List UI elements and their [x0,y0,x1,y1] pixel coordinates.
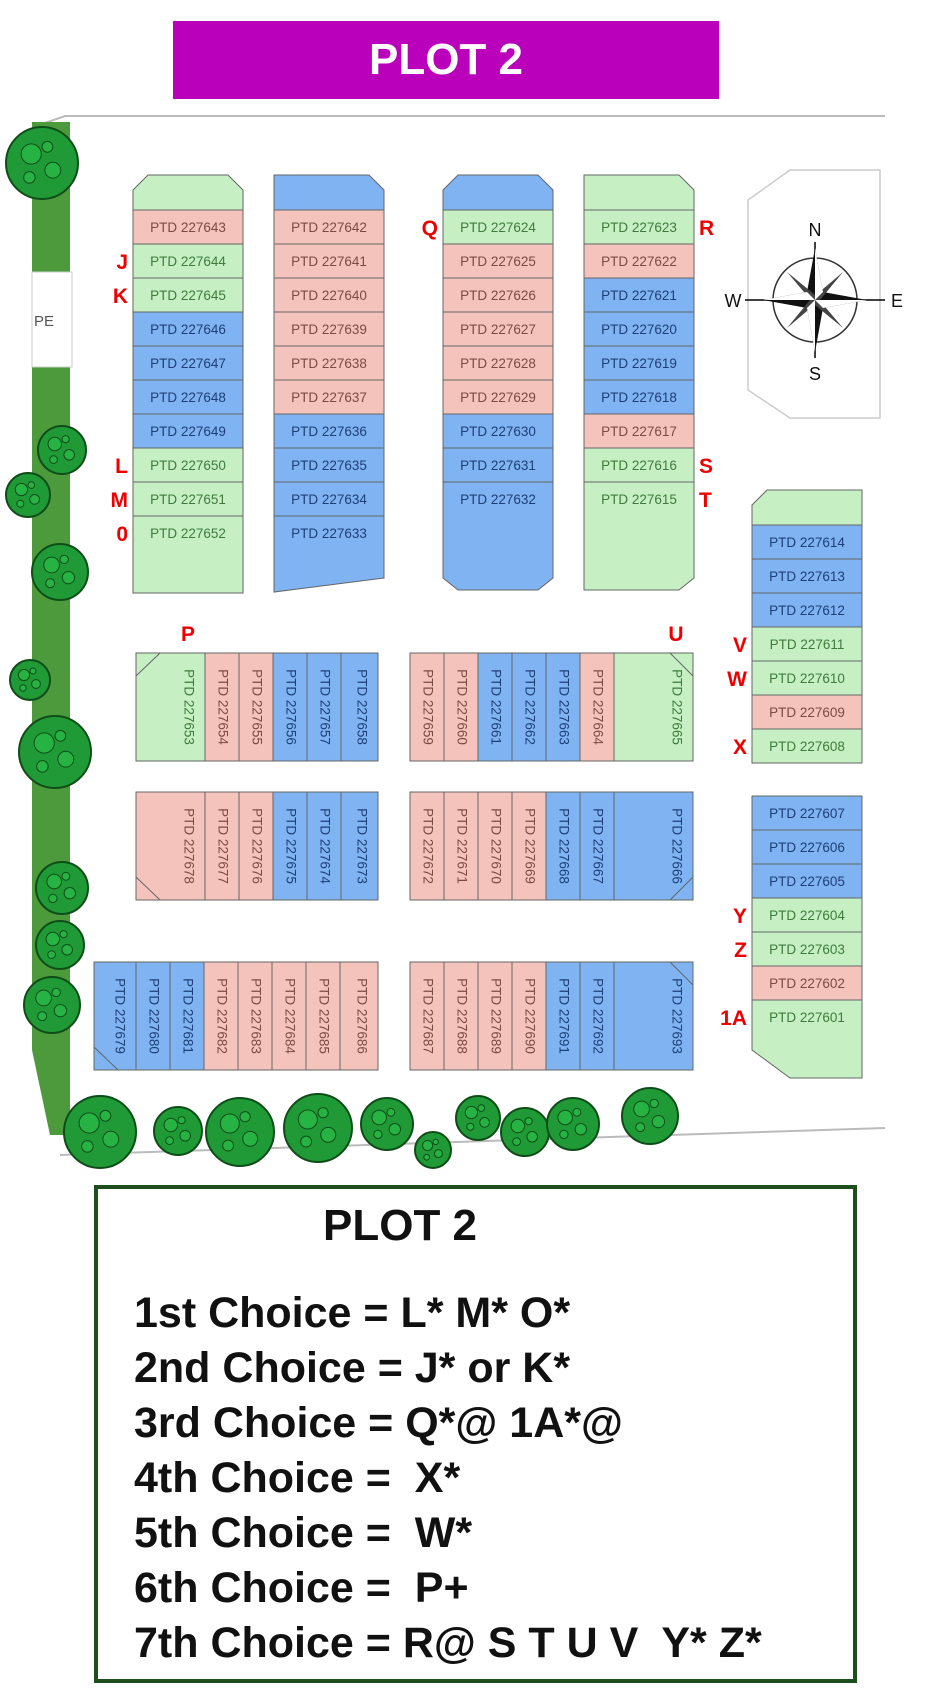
plot-row-2 [410,653,693,761]
plot-column-2 [274,175,384,592]
plot-row-4 [410,792,693,900]
plot-marker-m: M [110,489,128,512]
plot-id-label: PTD 227619 [601,356,677,371]
plot-id-label: PTD 227631 [460,458,536,473]
plot-id-label: PTD 227662 [522,669,538,745]
plot-id-label: PTD 227616 [601,458,677,473]
plot-id-label: PTD 227679 [112,978,128,1054]
tree-icon [19,716,91,788]
plot-id-label: PTD 227673 [354,808,370,884]
plot-id-label: PTD 227677 [215,808,231,884]
plot-marker-q: Q [421,217,438,240]
choice-4: 4th Choice = X* [134,1454,461,1502]
plot-id-label: PTD 227651 [150,492,226,507]
plot-marker-w: W [727,668,747,691]
plot-id-label: PTD 227665 [669,669,685,745]
plot-id-label: PTD 227659 [420,669,436,745]
plot-id-label: PTD 227623 [601,220,677,235]
plot-id-label: PTD 227674 [317,808,333,884]
plot-id-label: PTD 227624 [460,220,536,235]
plot-id-label: PTD 227693 [669,978,685,1054]
plot-title-banner [173,21,719,99]
plot-id-label: PTD 227615 [601,492,677,507]
plot-id-label: PTD 227660 [454,669,470,745]
plot-title: PLOT 2 [368,35,524,84]
tree-icon [64,1096,136,1168]
plot-id-label: PTD 227669 [522,808,538,884]
tree-icon [36,921,84,969]
tree-icon [32,544,88,600]
plot-id-label: PTD 227642 [291,220,367,235]
plot-id-label: PTD 227664 [590,669,606,745]
plot-id-label: PTD 227670 [488,808,504,884]
tree-icon [36,862,88,914]
plot-id-label: PTD 227621 [601,288,677,303]
plot-id-label: PTD 227602 [769,976,845,991]
plot-id-label: PTD 227613 [769,569,845,584]
plot-id-label: PTD 227648 [150,390,226,405]
tree-icon [284,1094,352,1162]
plot-id-label: PTD 227681 [180,978,196,1054]
plot-id-label: PTD 227609 [769,705,845,720]
plot-id-label: PTD 227611 [769,637,845,652]
plot-id-label: PTD 227676 [249,808,265,884]
plot-id-label: PTD 227636 [291,424,367,439]
plot-id-label: PTD 227689 [488,978,504,1054]
plot-marker-y: Y [732,905,747,928]
plot-id-label: PTD 227629 [460,390,536,405]
tree-icon [38,426,86,474]
plot-id-label: PTD 227667 [590,808,606,884]
plot-id-label: PTD 227620 [601,322,677,337]
choice-1: 1st Choice = L* M* O* [134,1289,571,1337]
plot-id-label: PTD 227604 [769,908,845,923]
plot-id-label: PTD 227632 [460,492,536,507]
plot-id-label: PTD 227634 [291,492,367,507]
plot-marker-p: P [180,623,196,646]
plot-id-label: PTD 227641 [291,254,367,269]
plot-id-label: PTD 227627 [460,322,536,337]
compass-s: S [808,364,822,384]
tree-icon [6,473,50,517]
plot-id-label: PTD 227647 [150,356,226,371]
plot-id-label: PTD 227655 [249,669,265,745]
plot-row-5 [94,962,378,1070]
plot-id-label: PTD 227666 [669,808,685,884]
tree-icon [24,977,80,1033]
plot-id-label: PTD 227687 [420,978,436,1054]
plot-marker-j: J [116,251,128,274]
plot-column-4 [584,175,694,590]
compass-w: W [724,291,742,311]
plot-id-label: PTD 227672 [420,808,436,884]
plot-marker-l: L [115,455,128,478]
plot-id-label: PTD 227639 [291,322,367,337]
plot-id-label: PTD 227653 [181,669,197,745]
plot-id-label: PTD 227692 [590,978,606,1054]
plot-id-label: PTD 227680 [146,978,162,1054]
plot-id-label: PTD 227640 [291,288,367,303]
plot-id-label: PTD 227645 [150,288,226,303]
plot-id-label: PTD 227658 [354,669,370,745]
site-map [0,105,935,1175]
plot-id-label: PTD 227649 [150,424,226,439]
plot-id-label: PTD 227617 [601,424,677,439]
tree-icon [415,1132,451,1168]
plot-id-label: PTD 227614 [769,535,845,550]
plot-id-label: PTD 227612 [769,603,845,618]
plot-id-label: PTD 227643 [150,220,226,235]
plot-column-1 [133,175,243,593]
choice-3: 3rd Choice = Q*@ 1A*@ [134,1399,623,1447]
tree-icon [206,1098,274,1166]
plot-marker-s: S [699,455,714,478]
compass-e: E [890,291,904,311]
plot-id-label: PTD 227630 [460,424,536,439]
plot-id-label: PTD 227650 [150,458,226,473]
plot-id-label: PTD 227683 [248,978,264,1054]
plot-id-label: PTD 227622 [601,254,677,269]
building-label: PE [34,313,55,330]
plot-id-label: PTD 227691 [556,978,572,1054]
plot-marker-r: R [699,217,715,240]
plot-id-label: PTD 227688 [454,978,470,1054]
plot-id-label: PTD 227606 [769,840,845,855]
plot-id-label: PTD 227663 [556,669,572,745]
plot-id-label: PTD 227652 [150,526,226,541]
plot-id-label: PTD 227601 [769,1010,845,1025]
plot-id-label: PTD 227671 [454,808,470,884]
tree-icon [361,1098,413,1150]
plot-id-label: PTD 227685 [316,978,332,1054]
tree-icon [10,660,50,700]
legend-title: PLOT 2 [323,1201,478,1250]
plot-marker-z: Z [734,939,747,962]
plot-id-label: PTD 227607 [769,806,845,821]
site-boundary [45,116,885,123]
plot-id-label: PTD 227682 [214,978,230,1054]
plot-id-label: PTD 227654 [215,669,231,745]
tree-icon [501,1108,549,1156]
choice-6: 6th Choice = P+ [134,1564,469,1612]
plot-marker-1a: 1A [720,1007,747,1030]
choice-legend [94,1185,857,1683]
plot-marker-x: X [732,736,747,759]
tree-icon [6,127,78,199]
choice-2: 2nd Choice = J* or K* [134,1344,571,1392]
tree-icon [154,1107,202,1155]
plot-id-label: PTD 227633 [291,526,367,541]
plot-id-label: PTD 227678 [181,808,197,884]
plot-id-label: PTD 227686 [354,978,370,1054]
plot-column-5 [752,490,862,763]
tree-icon [547,1098,599,1150]
plot-row-3 [136,792,378,900]
plot-id-label: PTD 227684 [282,978,298,1054]
plot-column-3 [443,175,553,590]
plot-marker-v: V [732,634,747,657]
plot-marker-t: T [699,489,712,512]
plot-id-label: PTD 227690 [522,978,538,1054]
plot-id-label: PTD 227644 [150,254,226,269]
plot-id-label: PTD 227656 [283,669,299,745]
tree-icon [622,1088,678,1144]
plot-id-label: PTD 227635 [291,458,367,473]
plot-marker-u: U [668,623,684,646]
plot-id-label: PTD 227605 [769,874,845,889]
plot-row-6 [410,962,693,1070]
plot-id-label: PTD 227661 [488,669,504,745]
plot-id-label: PTD 227646 [150,322,226,337]
plot-row-1 [136,653,378,761]
plot-marker-0: 0 [116,523,128,546]
plot-id-label: PTD 227603 [769,942,845,957]
plot-id-label: PTD 227610 [769,671,845,686]
compass-n: N [808,220,822,240]
plot-id-label: PTD 227668 [556,808,572,884]
plot-id-label: PTD 227657 [317,669,333,745]
plot-id-label: PTD 227625 [460,254,536,269]
plot-id-label: PTD 227638 [291,356,367,371]
plot-marker-k: K [112,285,128,308]
plot-id-label: PTD 227618 [601,390,677,405]
plot-id-label: PTD 227637 [291,390,367,405]
tree-icon [456,1096,500,1140]
plot-id-label: PTD 227626 [460,288,536,303]
choice-7: 7th Choice = R@ S T U V Y* Z* [134,1619,762,1667]
plot-id-label: PTD 227628 [460,356,536,371]
choice-5: 5th Choice = W* [134,1509,473,1557]
plot-column-6 [752,796,862,1078]
plot-id-label: PTD 227675 [283,808,299,884]
plot-id-label: PTD 227608 [769,739,845,754]
